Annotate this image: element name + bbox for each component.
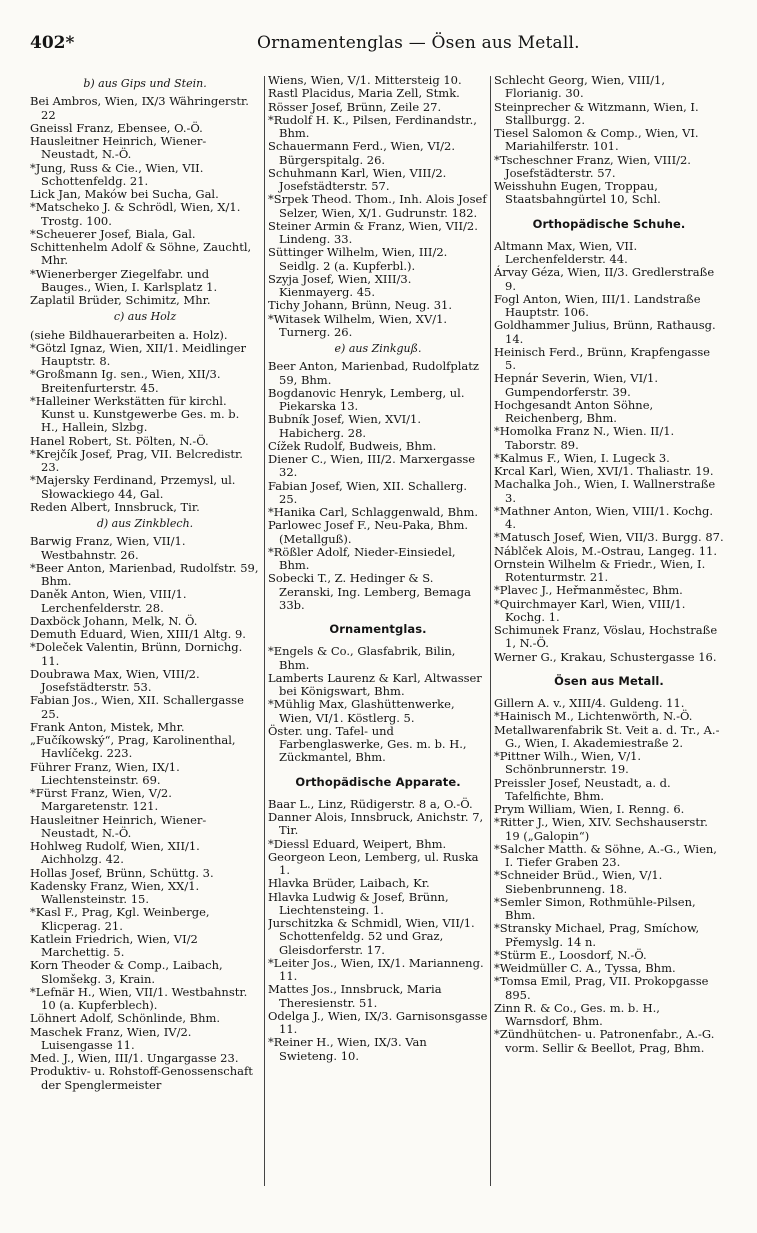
directory-entry: Bei Ambros, Wien, IX/3 Währingerstr. 22 [30,94,249,122]
directory-entry: *Quirchmayer Karl, Wien, VIII/1. Kochg. 1. [494,596,686,624]
directory-entry: Öster. ung. Tafel- und Farbenglaswerke, Ges. m. b. H., Zückmantel, Bhm. [268,723,467,765]
directory-entry: *Beer Anton, Marienbad, Rudolfstr. 59, Bhm. [30,560,259,588]
directory-entry: Kadensky Franz, Wien, XX/1. Wallensteinstr. 15. [30,878,200,906]
column-middle [268,74,488,1063]
directory-entry: Hlavka Brüder, Laibach, Kr. [268,876,430,891]
directory-entry: Baar L., Linz, Rüdigerstr. 8 a, O.-Ö. [268,796,473,811]
directory-entry: *Stürm E., Loosdorf, N.-Ö. [494,947,647,962]
directory-entry: Altmann Max, Wien, VII. Lerchenfelderstr. 44. [494,238,638,266]
directory-entry: Hausleitner Heinrich, Wiener-Neustadt, N.-Ö. [30,812,207,840]
directory-entry: Georgeon Leon, Lemberg, ul. Ruska 1. [268,849,479,877]
directory-entry: Med. J., Wien, III/1. Ungargasse 23. [30,1051,239,1065]
directory-entry: Cížek Rudolf, Budweis, Bhm. [268,438,437,453]
directory-entry: Rösser Josef, Brünn, Zeile 27. [268,99,442,114]
directory-entry: Metallwarenfabrik St. Veit a. d. Tr., A.-G., Wien, I. Akademiestraße 2. [494,722,720,750]
subcategory-heading: b) aus Gips und Stein. [83,77,207,90]
directory-entry: Doubrawa Max, Wien, VIII/2. Josefstädterstr. 53. [30,666,200,694]
directory-entry: Machalka Joh., Wien, I. Wallnerstraße 3. [494,477,716,505]
subcategory-heading: c) aus Holz [113,310,177,324]
running-title: Ornamentenglas — Ösen aus Metall. [257,33,580,53]
directory-entry: *Schneider Brüd., Wien, V/1. Siebenbrunneng. 18. [494,868,663,896]
directory-entry: *Reiner H., Wien, IX/3. Van Swieteng. 10. [268,1035,427,1063]
category-heading: Ornamentglas. [329,622,427,636]
directory-entry: Heinisch Ferd., Brünn, Krapfengasse 5. [494,344,711,372]
directory-entry: Schittenhelm Adolf & Söhne, Zauchtl, Mhr. [30,240,252,268]
directory-entry: *Tscheschner Franz, Wien, VIII/2. Josefstädterstr. 57. [494,152,691,180]
directory-entry: *Homolka Franz N., Wien. II/1. Taborstr. 89. [494,424,675,452]
directory-entry: *Matschekо J. & Schrödl, Wien, X/1. Trostg. 100. [30,200,241,228]
directory-entry: Fogl Anton, Wien, III/1. Landstraße Hauptstr. 106. [494,291,701,319]
directory-entry: *Stransky Michael, Prag, Smíchow, Přemyslg. 14 n. [494,921,700,949]
directory-entry: Führer Franz, Wien, IX/1. Liechtensteinstr. 69. [30,759,180,787]
category-heading: Ösen aus Metall. [554,673,664,688]
directory-entry: Daxböck Johann, Melk, N. Ö. [30,613,198,628]
directory-entry: Hausleitner Heinrich, Wiener-Neustadt, N.-Ö. [30,134,207,162]
subcategory-heading: e) aus Zinkguß. [334,342,422,355]
directory-entry: *Hainisch M., Lichtenwörth, N.-Ö. [494,709,693,724]
directory-entry: *Salcher Matth. & Söhne, A.-G., Wien, I. Tiefer Graben 23. [494,841,717,869]
directory-entry: Schuhmann Karl, Wien, VIII/2. Josefstädterstr. 57. [268,165,447,193]
directory-entry: *Plavec J., Heřmanměstec, Bhm. [494,583,683,598]
directory-entry: Danner Alois, Innsbruck, Anichstr. 7, Tir. [268,810,484,838]
directory-entry: *Zündhütchen- u. Patronenfabr., A.-G. vorm. Sellir & Beellot, Prag, Bhm. [494,1027,715,1055]
directory-entry: *Ritter J., Wien, XIV. Sechshauserstr. 19 („Galopin“) [494,815,708,843]
directory-entry: *Rößler Adolf, Nieder-Einsiedel, Bhm. [268,544,456,572]
directory-entry: *Doleček Valentin, Brünn, Dornichg. 11. [30,640,243,668]
directory-entry: Hochgesandt Anton Söhne, Reichenberg, Bhm. [494,397,654,425]
directory-entry: *Leiter Jos., Wien, IX/1. Mariannеng. 11. [268,955,484,983]
directory-entry: *Fürst Franz, Wien, V/2. Margaretenstr. 121. [30,786,172,814]
directory-entry: *Diessl Eduard, Weipert, Bhm. [268,836,447,851]
directory-entry: Gillern A. v., XIII/4. Guldeng. 11. [494,696,685,710]
directory-entry: Barwig Franz, Wien, VII/1. Westbahnstr. 26. [30,534,186,562]
directory-entry: Prym William, Wien, I. Renng. 6. [494,802,685,816]
directory-entry: Jurschitzka & Schmidl, Wien, VII/1. Schottenfeldg. 52 und Graz, Gleisdorferstr. 17. [268,916,475,957]
directory-entry: Hanel Robert, St. Pölten, N.-Ö. [30,433,209,448]
directory-entry: Reden Albert, Innsbruck, Tir. [30,499,200,514]
directory-entry: Steinprecher & Witzmann, Wien, I. Stallburgg. 2. [494,99,699,127]
directory-entry: Goldhammer Julius, Brünn, Rathausg. 14. [494,318,716,346]
directory-entry: Schauermann Ferd., Wien, VI/2. Bürgerspitalg. 26. [268,139,456,167]
directory-entry: Tichy Johann, Brünn, Neug. 31. [268,298,452,313]
directory-entry: Werner G., Krakau, Schustergasse 16. [494,649,717,664]
directory-entry: „Fučíkowský“, Prag, Karolinenthal, Havlíčekg. 223. [30,733,236,761]
directory-entry: Hollas Josef, Brünn, Schüttg. 3. [30,865,214,880]
directory-entry: *Wienerberger Ziegelfabr. und Bauges., Wien, I. Karlsplatz 1. [30,266,218,294]
directory-entry: *Götzl Ignaz, Wien, XII/1. Meidlinger Hauptstr. 8. [30,340,247,368]
subcategory-heading: d) aus Zinkblech. [96,517,194,530]
directory-entry: Ornstein Wilhelm & Friedr., Wien, I. Rotenturmstr. 21. [494,556,706,584]
directory-entry: Hepnár Severin, Wien, VI/1. Gumpendorferstr. 39. [494,371,659,399]
directory-entry: *Witasek Wilhelm, Wien, XV/1. Turnerg. 26. [268,311,448,339]
directory-entry: Odelga J., Wien, IX/3. Garnisonsgasse 11. [268,1008,488,1036]
directory-entry: Daněk Anton, Wien, VIII/1. Lerchenfelderstr. 28. [30,587,187,615]
directory-entry: Beer Anton, Marienbad, Rudolfplatz 59, Bhm. [268,359,479,387]
directory-entry: Katlein Friedrich, Wien, VI/2 Marchettig. 5. [30,931,198,959]
directory-entry: *Srpek Theod. Thom., Inh. Alois Josef Selzer, Wien, X/1. Gudrunstr. 182. [268,192,487,220]
directory-entry: Diener C., Wien, III/2. Marxergasse 32. [268,452,476,480]
directory-entry: Korn Theoder & Comp., Laibach, Slomšekg. 3, Krain. [30,958,223,986]
directory-entry: Hlavka Ludwig & Josef, Brünn, Liechtensteing. 1. [268,889,449,917]
directory-entry: Süttinger Wilhelm, Wien, III/2. Seidlg. 2 (a. Kupferbl.). [268,245,448,273]
directory-entry: Árvay Géza, Wien, II/3. Gredlerstraße 9. [494,265,715,293]
page-number: 402* [30,33,75,53]
directory-entry: *Weidmüller C. A., Tyssa, Bhm. [494,961,676,975]
directory-entry: (siehe Bildhauerarbeiten a. Holz). [30,327,228,342]
directory-entry: Preissler Josef, Neustadt, a. d. Tafelfichte, Bhm. [494,775,671,803]
directory-entry: *Krejčík Josef, Prag, VII. Belcredistr. 23. [30,446,243,474]
column-divider [264,76,265,1186]
directory-entry: Steiner Armin & Franz, Wien, VII/2. Lindeng. 33. [268,218,478,246]
directory-entry: Demuth Eduard, Wien, XIII/1 Altg. 9. [30,627,246,641]
directory-entry: Hohlweg Rudolf, Wien, XII/1. Aichholzg. 42. [30,839,200,867]
directory-entry: *Hanika Carl, Schlaggenwald, Bhm. [268,505,479,519]
directory-entry: Maschek Franz, Wien, IV/2. Luisengasse 11. [30,1024,192,1052]
directory-entry: *Kalmus F., Wien, I. Lugeck 3. [494,450,670,465]
directory-entry: Fabian Josef, Wien, XII. Schallerg. 25. [268,478,468,506]
directory-entry: Parlowec Josef F., Neu-Paka, Bhm. (Metallguß). [268,518,469,546]
directory-entry: *Halleiner Werkstätten für kirchl. Kunst u. Kunstgewerbe Ges. m. b. H., Hallein, Slzbg. [30,393,240,435]
directory-entry: *Kasl F., Prag, Kgl. Weinberge, Klicperag. 21. [30,905,210,933]
directory-entry: Schlecht Georg, Wien, VIII/1, Florianig. 30. [494,74,666,101]
directory-entry: Frank Anton, Mistek, Mhr. [30,719,185,734]
directory-entry: Lamberts Laurenz & Karl, Altwasser bei Königswart, Bhm. [268,670,482,698]
column-divider [490,76,491,1186]
directory-entry: *Rudolf H. K., Pilsen, Ferdinandstr., Bhm. [268,112,477,140]
directory-entry: Mattes Jos., Innsbruck, Maria Theresienstr. 51. [268,982,442,1010]
category-heading: Orthopädische Apparate. [295,774,461,789]
directory-entry: *Jung, Russ & Cie., Wien, VII. Schottenfeldg. 21. [30,160,204,188]
directory-entry: Zinn R. & Co., Ges. m. b. H., Warnsdorf, Bhm. [494,1000,660,1028]
directory-entry: *Mühlig Max, Glashüttenwerke, Wien, VI/1. Köstlerg. 5. [268,697,455,725]
directory-entry: *Pittner Wilh., Wien, V/1. Schönbrunnerstr. 19. [494,749,642,777]
directory-entry: Bubník Josef, Wien, XVI/1. Habicherg. 28. [268,412,422,440]
directory-entry: *Majersky Ferdinand, Przemysl, ul. Słowackiego 44, Gal. [30,473,236,501]
directory-entry: *Scheuerer Josef, Biala, Gal. [30,226,196,241]
directory-entry: *Lefnär H., Wien, VII/1. Westbahnstr. 10 (a. Kupferblech). [30,984,248,1012]
directory-entry: Krcal Karl, Wien, XVI/1. Thaliastr. 19. [494,464,714,478]
column-left [30,74,260,1092]
directory-entry: Zaplatil Brüder, Schimitz, Mhr. [30,293,211,307]
directory-entry: Náblček Alois, M.-Ostrau, Langeg. 11. [494,543,717,558]
page-header [30,33,730,59]
directory-entry: Rastl Placidus, Maria Zell, Stmk. [268,86,460,101]
category-heading: Orthopädische Schuhe. [532,216,686,231]
directory-entry: Szyja Josef, Wien, XIII/3. Kienmayerg. 45. [268,271,412,299]
directory-entry: Gneissl Franz, Ebensee, O.-Ö. [30,120,203,135]
directory-entry: Produktiv- u. Rohstoff-Genossenschaft der Spenglermeister [30,1064,253,1092]
directory-entry: Sobecki T., Z. Hedinger & S. Zeranski, Ing. Lemberg, Bemaga 33b. [268,571,471,612]
directory-entry: Lick Jan, Maków bei Sucha, Gal. [30,187,219,201]
column-right [494,74,724,1055]
directory-entry: Fabian Jos., Wien, XII. Schallergasse 25. [30,693,244,721]
directory-entry: Weisshuhn Eugen, Troppau, Staatsbahngürtel 10, Schl. [494,179,661,207]
directory-entry: Wiens, Wien, V/1. Mittersteig 10. [268,74,462,87]
directory-entry: Schimunek Franz, Vöslau, Hochstraße 1, N.-Ö. [494,623,718,651]
directory-entry: Tiesel Salomon & Comp., Wien, VI. Mariahilferstr. 101. [494,126,699,154]
directory-entry: *Großmann Ig. sen., Wien, XII/3. Breitenfurterstr. 45. [30,367,221,395]
directory-entry: *Matusch Josef, Wien, VII/3. Burgg. 87. [494,530,724,545]
directory-entry: Bogdanovic Henryk, Lemberg, ul. Piekarska 13. [268,385,465,413]
directory-entry: *Mathner Anton, Wien, VIII/1. Kochg. 4. [494,503,714,531]
directory-entry: *Semler Simon, Rothmühle-Pilsen, Bhm. [494,894,696,922]
directory-entry: Löhnert Adolf, Schönlinde, Bhm. [30,1011,221,1026]
directory-entry: *Tomsa Emil, Prag, VII. Prokopgasse 895. [494,974,709,1002]
directory-entry: *Engels & Co., Glasfabrik, Bilin, Bhm. [268,644,456,672]
